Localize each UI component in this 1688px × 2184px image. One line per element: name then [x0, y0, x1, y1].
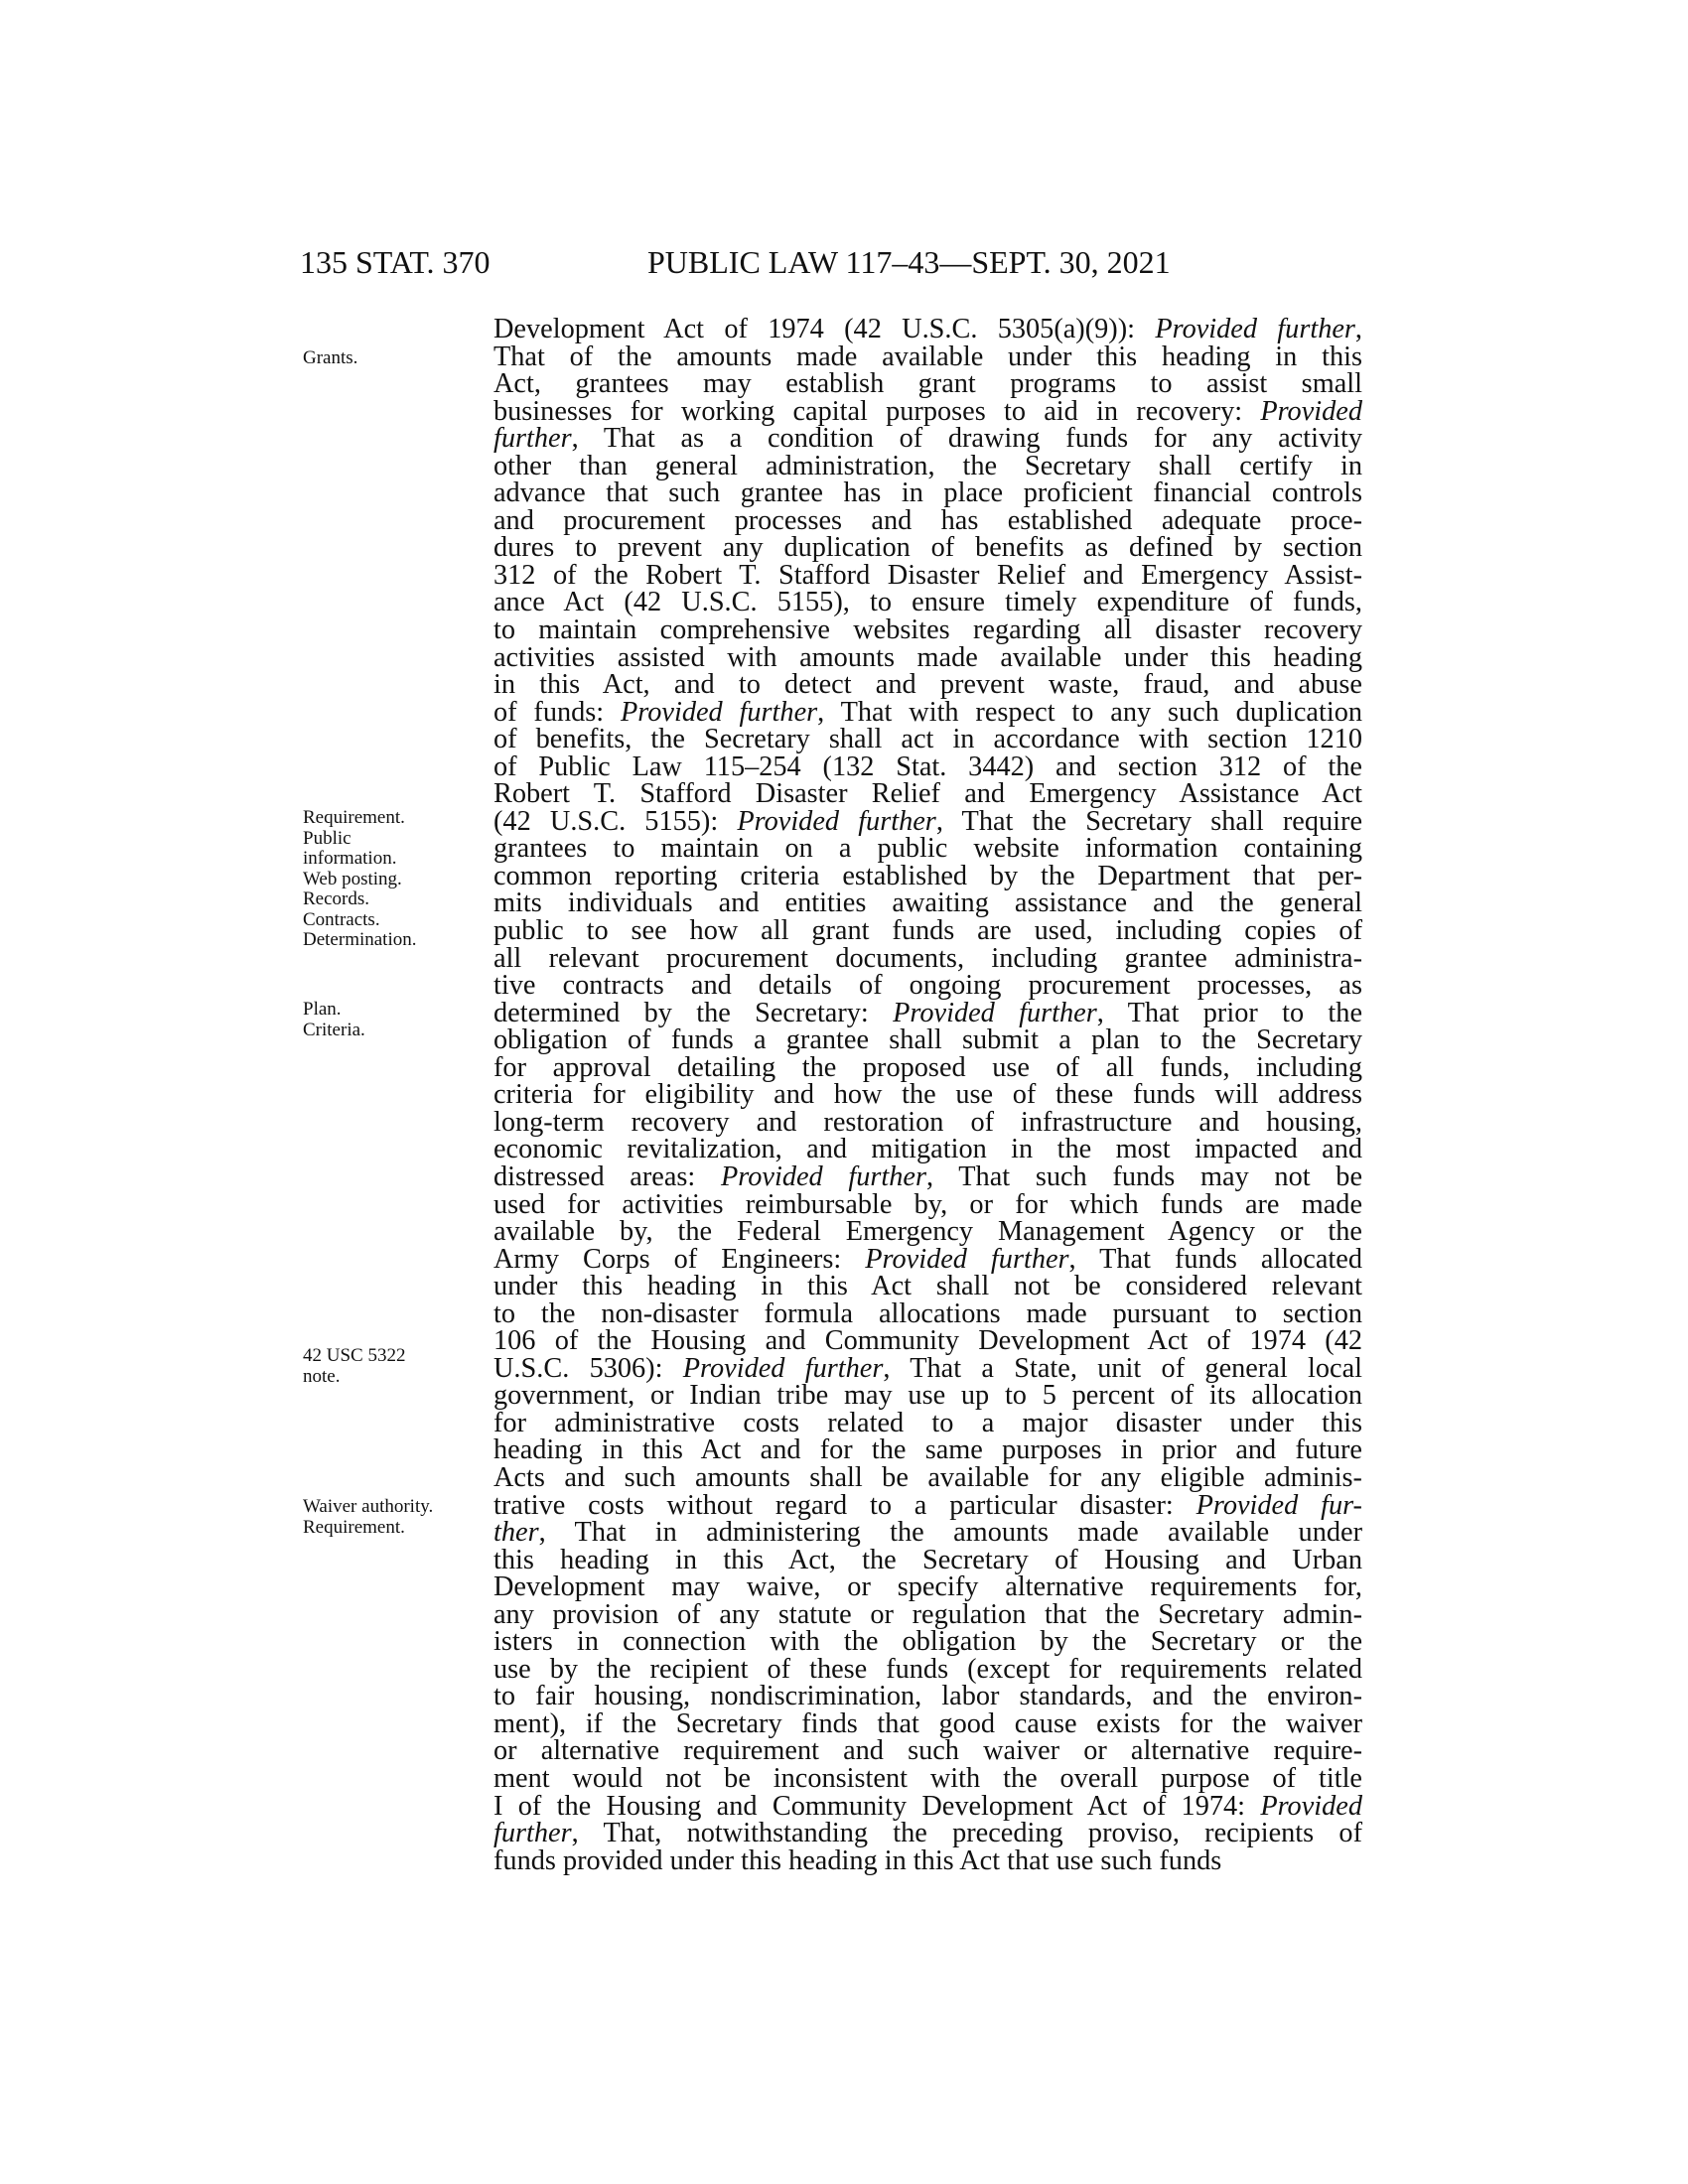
- body-line: [493, 479, 1362, 507]
- text-segment: of benefits, the Secretary shall act in accordance with section 1210: [493, 724, 1362, 755]
- margin-note-waiver-authority: [303, 1497, 482, 1538]
- page-header: [300, 244, 1362, 292]
- body-line: [493, 1327, 1362, 1355]
- body-line: [493, 1352, 1362, 1384]
- text-segment: Acts and such amounts shall be available for any eligible adminis-: [493, 1461, 1362, 1493]
- text-segment: Act, grantees may establish grant programs to assist small: [493, 368, 1362, 400]
- text-segment: 312 of the Robert T. Stafford Disaster Relief and Emergency Assist-: [493, 559, 1362, 591]
- text-segment: mits individuals and entities awaiting assistance and the general: [493, 887, 1362, 919]
- text-segment: , That prior to the: [1096, 997, 1363, 1028]
- text-segment: all relevant procurement documents, including grantee administra-: [493, 942, 1362, 974]
- body-line: [493, 972, 1362, 1000]
- body-line: [493, 1519, 1362, 1547]
- body-line: [493, 1243, 1362, 1275]
- text-segment: , That as a condition of drawing funds for any activity: [571, 423, 1362, 455]
- text-segment: ment would not be inconsistent with the overall purpose of title: [493, 1762, 1362, 1794]
- margin-note-requirement-group: [303, 808, 482, 951]
- italic-text: Provided further: [682, 1352, 884, 1384]
- body-line: [493, 860, 1362, 891]
- body-line: [493, 559, 1362, 591]
- text-segment: , That with respect to any such duplication: [817, 696, 1362, 728]
- text-segment: other than general administration, the Secretary shall certify in: [493, 450, 1362, 481]
- text-segment: activities assisted with amounts made available under this heading: [493, 641, 1362, 673]
- text-segment: grantees to maintain on a public website information containing: [493, 833, 1362, 865]
- text-segment: trative costs without regard to a particular disaster:: [493, 1489, 1196, 1521]
- body-line: [493, 343, 1362, 371]
- body-line: [493, 726, 1362, 753]
- text-segment: available by, the Federal Emergency Management Agency or the: [493, 1216, 1362, 1248]
- italic-text: Provided further: [893, 997, 1097, 1028]
- margin-note-line: Waiver authority.: [303, 1496, 434, 1517]
- body-line: [493, 641, 1362, 673]
- margin-note-line: Web posting.: [303, 868, 402, 889]
- body-line: [493, 1683, 1362, 1710]
- body-line: [493, 1407, 1362, 1438]
- italic-text: Provided further: [865, 1243, 1069, 1275]
- body-line: [493, 534, 1362, 562]
- stat-reference: 135 STAT. 370: [300, 244, 491, 280]
- italic-text: Provided further: [621, 696, 818, 728]
- text-segment: Robert T. Stafford Disaster Relief and Emergency Assistance Act: [493, 778, 1362, 810]
- italic-text: further: [493, 1818, 572, 1849]
- margin-note-line: Public: [303, 827, 352, 849]
- body-line: [493, 1436, 1362, 1464]
- body-line: [493, 1297, 1362, 1329]
- text-segment: economic revitalization, and mitigation in the most impacted and: [493, 1134, 1362, 1165]
- body-line: [493, 316, 1362, 343]
- body-line: [493, 835, 1362, 863]
- text-segment: to the non-disaster formula allocations made pursuant to section: [493, 1297, 1362, 1329]
- body-line: [493, 1844, 1362, 1876]
- text-segment: , That the Secretary shall require: [935, 805, 1363, 837]
- text-segment: used for activities reimbursable by, or for which funds are made: [493, 1188, 1362, 1220]
- margin-note-line: Determination.: [303, 929, 417, 950]
- text-segment: , That in administering the amounts made available under: [538, 1517, 1362, 1549]
- body-line: [493, 805, 1363, 837]
- text-segment: ment), if the Secretary finds that good cause exists for the waiver: [493, 1707, 1362, 1739]
- italic-text: Provided further: [721, 1160, 926, 1192]
- body-line: [493, 1136, 1362, 1163]
- body-line: [493, 395, 1362, 427]
- margin-note-line: Requirement.: [303, 1516, 405, 1538]
- text-segment: public to see how all grant funds are used, including copies of: [493, 915, 1362, 947]
- text-segment: Army Corps of Engineers:: [493, 1243, 866, 1275]
- text-segment: , That funds allocated: [1068, 1243, 1362, 1275]
- text-segment: , That, notwithstanding the preceding proviso, recipients of: [571, 1818, 1362, 1849]
- text-segment: or alternative requirement and such waiver or alternative require-: [493, 1735, 1362, 1767]
- body-line: [493, 616, 1362, 644]
- statute-body-text: [493, 316, 1362, 1874]
- body-line: [493, 671, 1362, 699]
- body-line: [493, 1573, 1362, 1601]
- body-line: [493, 1653, 1362, 1685]
- text-segment: ance Act (42 U.S.C. 5155), to ensure timely expenditure of funds,: [493, 587, 1362, 618]
- text-segment: , That such funds may not be: [926, 1160, 1362, 1192]
- body-line: [493, 425, 1362, 453]
- text-segment: common reporting criteria established by the Department that per-: [493, 860, 1362, 891]
- body-line: [493, 997, 1363, 1028]
- text-segment: U.S.C. 5306):: [493, 1352, 683, 1384]
- margin-note-line: Criteria.: [303, 1019, 365, 1040]
- text-segment: this heading in this Act, the Secretary of Housing and Urban: [493, 1544, 1362, 1575]
- text-segment: to fair housing, nondiscrimination, labor standards, and the environ-: [493, 1681, 1362, 1712]
- text-segment: of Public Law 115–254 (132 Stat. 3442) and section 312 of the: [493, 751, 1362, 782]
- body-line: [493, 889, 1362, 917]
- margin-note-line: note.: [303, 1365, 341, 1387]
- body-line: [493, 504, 1362, 536]
- text-segment: funds provided under this heading in this Act that use such funds: [493, 1844, 1222, 1876]
- body-line: [493, 1188, 1362, 1220]
- text-segment: criteria for eligibility and how the use of these funds will address: [493, 1079, 1362, 1111]
- body-line: [493, 1489, 1362, 1521]
- body-line: [493, 1461, 1362, 1493]
- italic-text: ther: [493, 1517, 539, 1549]
- text-segment: government, or Indian tribe may use up to 5 percent of its allocation: [493, 1380, 1362, 1412]
- text-segment: heading in this Act and for the same purposes in prior and future: [493, 1434, 1362, 1466]
- body-line: [493, 1106, 1362, 1138]
- text-segment: in this Act, and to detect and prevent waste, fraud, and abuse: [493, 669, 1362, 701]
- italic-text: Provided fur-: [1196, 1489, 1362, 1521]
- text-segment: , That a State, unit of general local: [883, 1352, 1362, 1384]
- body-line: [493, 1544, 1362, 1575]
- text-segment: Development may waive, or specify alternative requirements for,: [493, 1571, 1362, 1603]
- text-segment: dures to prevent any duplication of benefits as defined by section: [493, 532, 1362, 564]
- body-line: [493, 450, 1362, 481]
- italic-text: Provided further: [737, 805, 936, 837]
- text-segment: (42 U.S.C. 5155):: [493, 805, 738, 837]
- text-segment: for approval detailing the proposed use of all funds, including: [493, 1051, 1362, 1083]
- margin-note-usc-reference: [303, 1346, 482, 1387]
- margin-note-plan-criteria: [303, 1000, 482, 1040]
- body-line: [493, 1218, 1362, 1246]
- text-segment: and procurement processes and has established adequate proce-: [493, 504, 1362, 536]
- body-line: [493, 1026, 1362, 1054]
- italic-text: further: [493, 423, 572, 455]
- margin-note-line: Plan.: [303, 999, 342, 1020]
- text-segment: Development Act of 1974 (42 U.S.C. 5305(a)(9)):: [493, 314, 1156, 344]
- text-segment: obligation of funds a grantee shall submit a plan to the Secretary: [493, 1024, 1362, 1056]
- margin-note-line: Contracts.: [303, 908, 380, 930]
- body-line: [493, 1051, 1362, 1083]
- text-segment: I of the Housing and Community Development Act of 1974:: [493, 1790, 1261, 1822]
- text-segment: advance that such grantee has in place proficient financial controls: [493, 478, 1362, 509]
- text-segment: any provision of any statute or regulation that the Secretary admin-: [493, 1598, 1362, 1630]
- text-segment: to maintain comprehensive websites regarding all disaster recovery: [493, 614, 1362, 646]
- text-segment: determined by the Secretary:: [493, 997, 894, 1028]
- body-line: [493, 1598, 1362, 1630]
- text-segment: for administrative costs related to a major disaster under this: [493, 1407, 1362, 1438]
- body-line: [493, 1081, 1362, 1109]
- public-law-title: PUBLIC LAW 117–43—SEPT. 30, 2021: [647, 244, 1171, 280]
- body-line: [493, 917, 1362, 945]
- italic-text: Provided further: [1155, 314, 1355, 344]
- body-line: [493, 1382, 1362, 1410]
- margin-note-line: information.: [303, 848, 397, 869]
- text-segment: of funds:: [493, 696, 622, 728]
- margin-note-line: Requirement.: [303, 807, 405, 828]
- body-line: [493, 1820, 1362, 1847]
- text-segment: businesses for working capital purposes to aid in recovery:: [493, 395, 1261, 427]
- text-segment: long-term recovery and restoration of infrastructure and housing,: [493, 1106, 1362, 1138]
- text-segment: distressed areas:: [493, 1160, 721, 1192]
- body-line: [493, 753, 1362, 781]
- italic-text: Provided: [1260, 395, 1362, 427]
- body-line: [493, 589, 1362, 616]
- body-line: [493, 1160, 1362, 1192]
- body-line: [493, 1790, 1362, 1822]
- body-line: [493, 1628, 1362, 1656]
- margin-note-line: Records.: [303, 888, 370, 909]
- body-line: [493, 370, 1362, 398]
- body-line: [493, 942, 1362, 974]
- body-line: [493, 1762, 1362, 1794]
- text-segment: under this heading in this Act shall not be considered relevant: [493, 1271, 1362, 1302]
- margin-note-grants: [303, 348, 482, 369]
- body-line: [493, 1707, 1362, 1739]
- text-segment: use by the recipient of these funds (except for requirements related: [493, 1653, 1362, 1685]
- text-segment: tive contracts and details of ongoing procurement processes, as: [493, 970, 1362, 1002]
- body-line: [493, 1273, 1362, 1300]
- body-line: [493, 1737, 1362, 1765]
- text-segment: 106 of the Housing and Community Development Act of 1974 (42: [493, 1325, 1362, 1357]
- text-segment: That of the amounts made available under this heading in this: [493, 341, 1362, 372]
- margin-note-line: 42 USC 5322: [303, 1345, 406, 1366]
- text-segment: isters in connection with the obligation by the Secretary or the: [493, 1626, 1362, 1658]
- text-segment: ,: [1354, 314, 1362, 344]
- body-line: [493, 696, 1362, 728]
- italic-text: Provided: [1260, 1790, 1362, 1822]
- body-line: [493, 780, 1362, 808]
- margin-note-line: Grants.: [303, 347, 358, 368]
